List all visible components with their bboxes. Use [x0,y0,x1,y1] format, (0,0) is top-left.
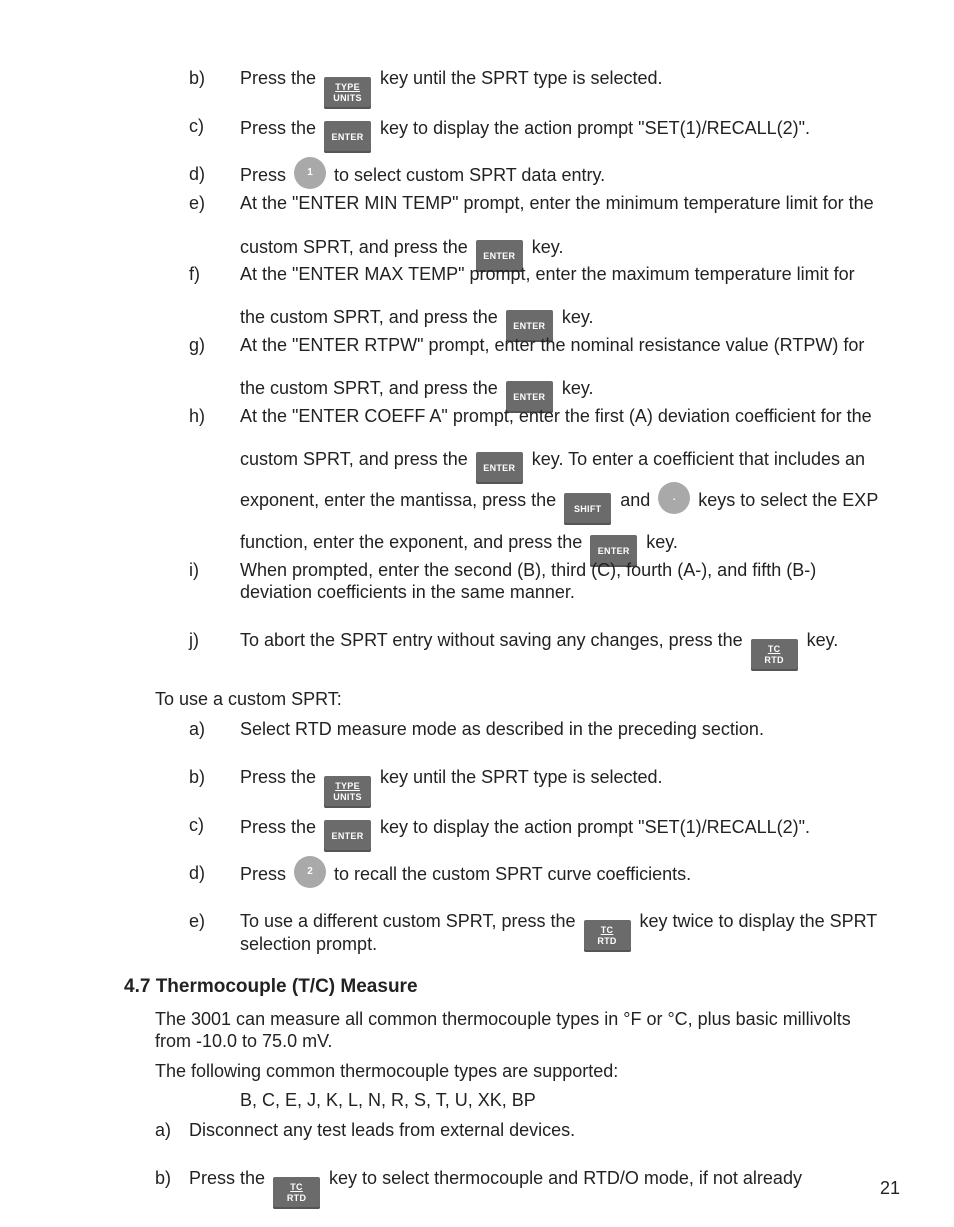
item-h-line2 [240,446,865,478]
item-text: To use a different custom SPRT, press the [240,911,576,931]
item-label-e: e) [189,911,206,931]
item-c [240,814,810,846]
item-text: key until the SPRT type is selected. [380,767,663,787]
item-text: key. [806,630,839,650]
enter-key-icon: ENTER [506,310,553,342]
item-label-g: g) [189,335,206,355]
item-text: key. To enter a coefficient that includes an [531,448,865,469]
enter-key-icon: ENTER [324,820,371,852]
one-key-icon: 1 [294,157,326,189]
item-text: the custom SPRT, and press the [240,306,498,327]
item-text: Press the [240,117,317,138]
shift-key-icon: SHIFT [564,493,611,525]
item-label-a: a) [189,719,206,739]
item-h-line4 [240,529,678,561]
item-text: key. [561,306,594,327]
item-text: key. [646,531,678,552]
item-text: Press [240,165,287,185]
item-label-a: a) [155,1120,172,1140]
item-label-d: d) [189,863,206,883]
two-key-icon: 2 [294,856,326,888]
item-label-f: f) [189,264,200,284]
item-g-line2 [240,375,594,407]
section-intro: To use a custom SPRT: [155,689,342,709]
item-text: key to display the action prompt "SET(1)/RECALL(2)". [380,816,810,837]
item-d [240,862,691,894]
item-text: and [620,489,651,510]
item-text: the custom SPRT, and press the [240,377,498,398]
item-b [240,67,663,103]
item-text: Select RTD measure mode as described in the preceding section. [240,719,764,739]
item-label-i: i) [189,560,199,580]
paragraph-text: The 3001 can measure all common thermocouple types in °F or °C, plus basic millivolts [155,1009,851,1029]
item-text: deviation coefficients in the same manner. [240,582,575,602]
item-text: At the "ENTER RTPW" prompt, enter the nominal resistance value (RTPW) for [240,335,865,355]
tc-rtd-key-icon: TC RTD [273,1177,320,1209]
item-d [240,163,605,195]
thermocouple-types-list: B, C, E, J, K, L, N, R, S, T, U, XK, BP [240,1090,536,1110]
item-text: Press the [240,816,317,837]
item-e-line2 [240,234,563,266]
item-b [240,766,663,802]
item-text: selection prompt. [240,934,378,954]
type-units-key-icon: TYPE UNITS [324,77,371,109]
tc-rtd-key-icon: TC RTD [751,639,798,671]
item-text: Disconnect any test leads from external devices. [189,1120,576,1140]
item-text: key. [561,377,594,398]
item-text: keys to select the EXP [698,489,879,510]
item-text: key to display the action prompt "SET(1)/RECALL(2)". [380,117,810,138]
enter-key-icon: ENTER [476,452,523,484]
item-text: At the "ENTER MIN TEMP" prompt, enter the minimum temperature limit for the [240,193,874,213]
item-text: to select custom SPRT data entry. [334,165,606,185]
paragraph-text: The following common thermocouple types are supported: [155,1061,619,1081]
type-units-key-icon: TYPE UNITS [324,776,371,808]
item-text: key twice to display the SPRT [639,911,878,931]
item-text: function, enter the exponent, and press the [240,531,583,552]
item-j [240,629,838,665]
item-label-d: d) [189,164,206,184]
item-text: Press the [240,68,317,88]
item-text: Press the [240,767,317,787]
item-text: to recall the custom SPRT curve coefficients. [334,864,692,884]
item-text: Press [240,864,287,884]
item-text: exponent, enter the mantissa, press the [240,489,557,510]
item-text: custom SPRT, and press the [240,236,468,257]
item-text: At the "ENTER COEFF A" prompt, enter the first (A) deviation coefficient for the [240,406,872,426]
item-text: key until the SPRT type is selected. [380,68,663,88]
item-c [240,115,810,147]
page-number: 21 [880,1178,901,1198]
item-label-h: h) [189,406,206,426]
item-b [189,1167,802,1203]
item-text: Press the [189,1168,266,1188]
item-label-b: b) [155,1168,172,1188]
item-h-line3 [240,487,878,520]
item-label-c: c) [189,116,204,136]
item-label-b: b) [189,68,206,88]
item-text: key to select thermocouple and RTD/O mode, if not already [329,1168,802,1188]
paragraph-text: from -10.0 to 75.0 mV. [155,1031,333,1051]
item-text: At the "ENTER MAX TEMP" prompt, enter the maximum temperature limit for [240,264,855,284]
item-text: custom SPRT, and press the [240,448,468,469]
item-label-c: c) [189,815,204,835]
item-label-j: j) [189,630,199,650]
section-heading: 4.7 Thermocouple (T/C) Measure [124,976,418,997]
item-text: To abort the SPRT entry without saving any changes, press the [240,630,743,650]
enter-key-icon: ENTER [506,381,553,413]
item-f-line2 [240,304,594,336]
item-label-e: e) [189,193,206,213]
item-label-b: b) [189,767,206,787]
enter-key-icon: ENTER [324,121,371,153]
decimal-point-key-icon: . [658,482,690,514]
enter-key-icon: ENTER [590,535,637,567]
enter-key-icon: ENTER [476,240,523,272]
tc-rtd-key-icon: TC RTD [584,920,631,952]
item-text: key. [531,236,564,257]
item-text: When prompted, enter the second (B), third (C), fourth (A-), and fifth (B-) [240,560,817,580]
